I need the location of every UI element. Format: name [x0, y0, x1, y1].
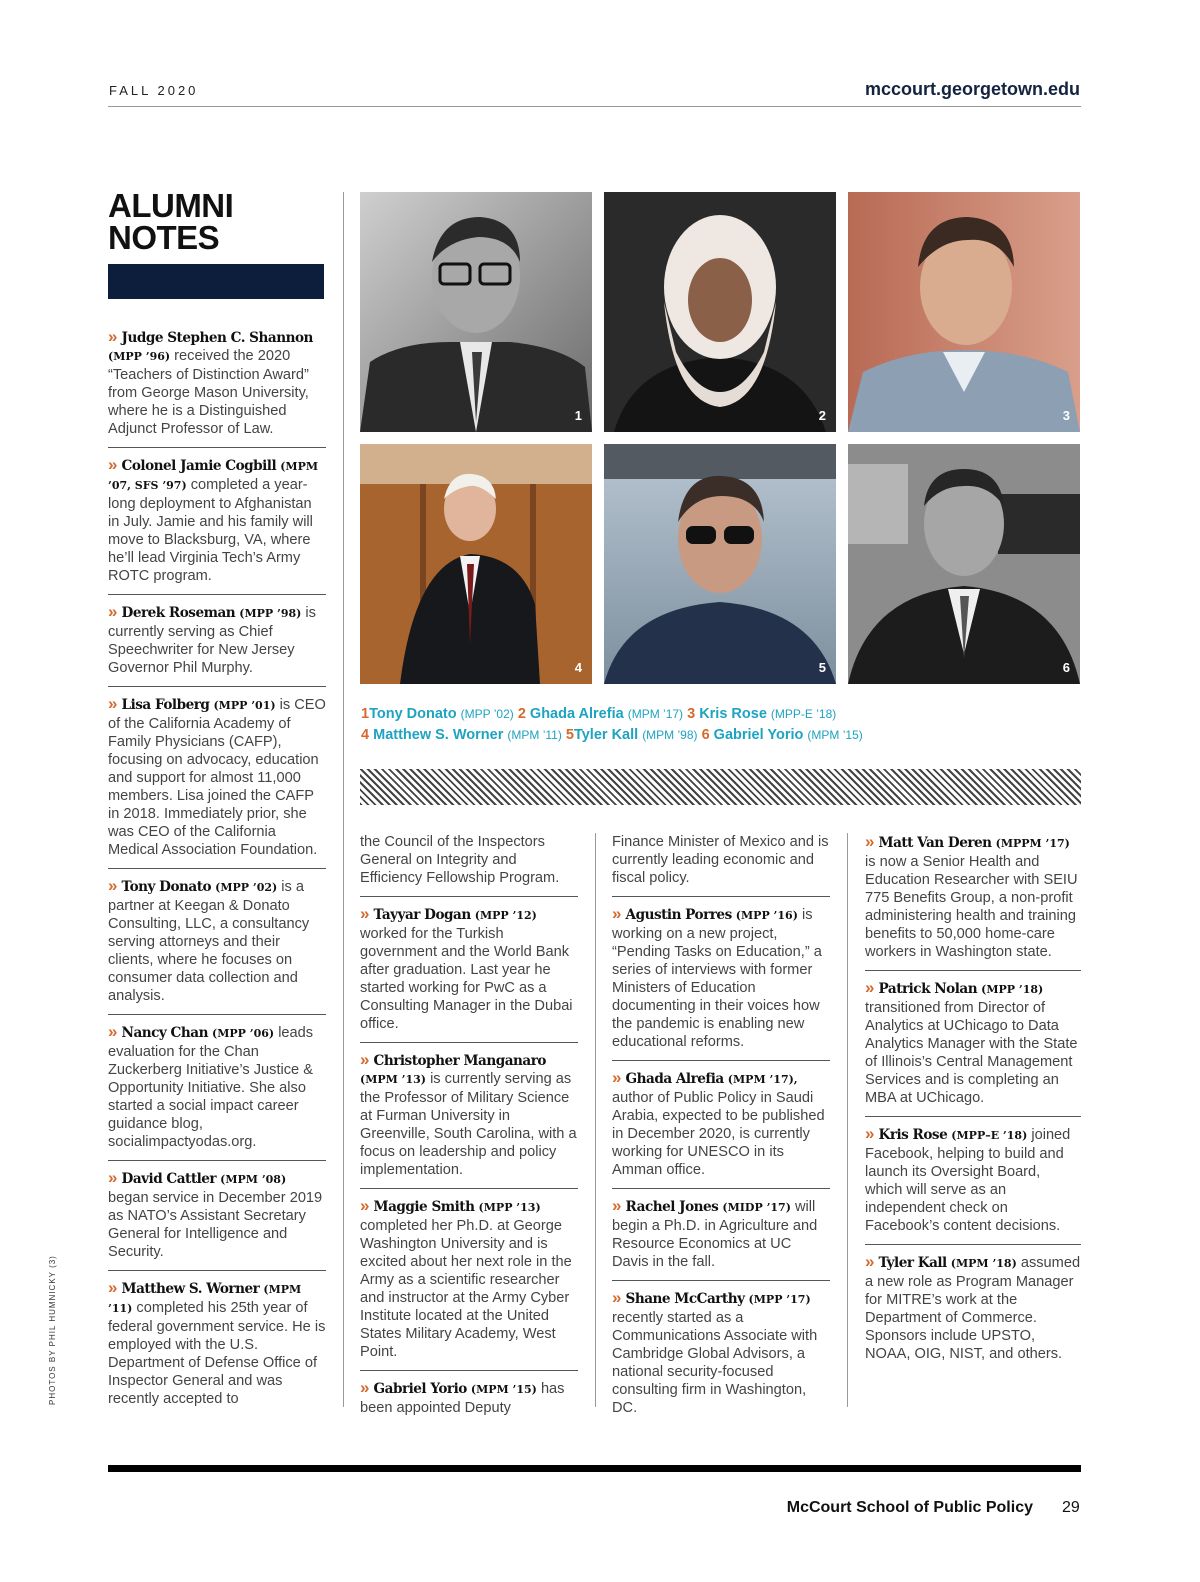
column-divider — [595, 833, 596, 1407]
degree-year: (MPP ’16) — [735, 909, 798, 922]
alumnus-name: Patrick Nolan — [878, 981, 978, 997]
alumni-note — [865, 1125, 1081, 1245]
note-text: Finance Minister of Mexico and is currently leading economic and fiscal policy. — [612, 834, 829, 886]
note-text: transitioned from Director of Analytics at UChicago to Data Analytics Manager with the State of Illinois’s Central Management Services and is completing an MBA at UChicago. — [865, 1000, 1078, 1106]
section-title — [108, 187, 234, 256]
portrait-image — [360, 192, 592, 432]
note-text: worked for the Turkish government and the World Bank after graduation. Last year he started working for PwC as a Consulting Manager in the Dubai office. — [360, 926, 573, 1032]
photo-2 — [604, 192, 836, 432]
alumni-note — [612, 1289, 830, 1426]
alumni-note — [612, 1069, 830, 1189]
alumni-note — [108, 877, 326, 1015]
caption-name: Tyler Kall — [573, 727, 639, 743]
note-text: will begin a Ph.D. in Agriculture and Resource Economics at UC Davis in the fall. — [612, 1199, 818, 1270]
note-text: is working on a new project, “Pending Tasks on Education,” a series of interviews with former Ministers of Education documenting in their voices how the pandemic is enabling new educational reforms. — [612, 907, 822, 1050]
note-text: received the 2020 “Teachers of Distinction Award” from George Mason University, where he is a Distinguished Adjunct Professor of Law. — [108, 348, 309, 437]
degree-year: (MPM ’13) — [360, 1073, 426, 1086]
photo-credit: PHOTOS BY PHIL HUMNICKY (3) — [48, 1255, 57, 1405]
alumnus-name: Ghada Alrefia — [625, 1071, 724, 1087]
note-marker: » — [865, 832, 875, 851]
note-text: assumed a new role as Program Manager for MITRE’s work at the Department of Commerce. Sponsors include UPSTO, NOAA, OIG, NIST, and others. — [865, 1255, 1081, 1362]
note-marker: » — [108, 694, 118, 713]
alumni-note — [360, 1051, 578, 1189]
alumni-note — [612, 905, 830, 1061]
degree-year: (MIDP ’17) — [722, 1201, 791, 1214]
note-text: the Council of the Inspectors General on Integrity and Efficiency Fellowship Program. — [360, 834, 560, 886]
note-text: has been appointed Deputy — [360, 1381, 565, 1416]
alumni-note — [612, 1197, 830, 1281]
footer-rule — [108, 1465, 1081, 1472]
degree-year: (MPP ’18) — [981, 983, 1044, 996]
note-text: recently started as a Communications Associate with Cambridge Global Advisors, a national security-focused consulting firm in Washington, DC. — [612, 1310, 818, 1416]
note-text: is currently serving as the Professor of Military Science at Furman University in Greenville, South Carolina, with a focus on leadership and policy implementation. — [360, 1071, 577, 1178]
caption-degree: (MPP-E ’18) — [770, 707, 837, 721]
note-marker: » — [612, 904, 622, 923]
alumni-note — [360, 905, 578, 1043]
photo-number: 2 — [818, 408, 826, 423]
caption-name: Kris Rose — [699, 706, 767, 722]
alumnus-name: Nancy Chan — [121, 1025, 208, 1041]
note-marker: » — [360, 1050, 370, 1069]
note-marker: » — [612, 1288, 622, 1307]
caption-degree: (MPM ’15) — [807, 728, 863, 742]
note-text: author of Public Policy in Saudi Arabia, expected to be published in December 2020, is currently working for UNESCO in its Amman office. — [612, 1090, 825, 1178]
note-text: completed her Ph.D. at George Washington University and is excited about her next role in the Army as a scientific researcher and instructor at the Army Cyber Institute located at the United States Military Academy, West Point. — [360, 1218, 572, 1360]
note-marker: » — [108, 1278, 118, 1297]
note-text: began service in December 2019 as NATO’s Assistant Secretary General for Intelligence and Security. — [108, 1190, 323, 1260]
note-marker: » — [865, 978, 875, 997]
photo-number: 3 — [1062, 408, 1070, 423]
portrait-image — [604, 192, 836, 432]
alumni-note — [360, 1197, 578, 1371]
photo-3 — [848, 192, 1080, 432]
note-marker: » — [108, 1022, 118, 1041]
caption-name: Ghada Alrefia — [529, 706, 624, 722]
website-link[interactable]: mccourt.georgetown.edu — [864, 79, 1080, 99]
note-marker: » — [612, 1068, 622, 1087]
alumnus-name: Maggie Smith — [373, 1199, 475, 1215]
alumnus-name: Agustin Porres — [625, 907, 732, 923]
portrait-image — [360, 444, 592, 684]
note-marker: » — [108, 1168, 118, 1187]
alumni-note — [108, 1169, 326, 1271]
note-marker: » — [612, 1196, 622, 1215]
alumnus-name: Christopher Manganaro — [373, 1053, 546, 1069]
title-accent-bar — [108, 264, 324, 299]
note-marker: » — [108, 327, 118, 346]
degree-year: (MPM ’11) — [108, 1283, 302, 1315]
section-title-line2: NOTES — [108, 219, 220, 256]
photo-captions — [361, 704, 863, 746]
note-text: is CEO of the California Academy of Family Physicians (CAFP), focusing on advocacy, education and support for almost 11,000 members. Lisa joined the CAFP in 2018. Immediately prior, she was CEO of the California Medical Association Foundation. — [108, 697, 326, 858]
degree-year: (MPP ’02) — [215, 881, 278, 894]
alumni-note — [360, 1379, 578, 1426]
portrait-image — [848, 192, 1080, 432]
alumni-note — [865, 1253, 1081, 1372]
column-divider — [343, 192, 344, 1407]
alumnus-name: Rachel Jones — [625, 1199, 719, 1215]
degree-year: (MPP ’98) — [239, 607, 302, 620]
alumnus-name: Derek Roseman — [121, 605, 236, 621]
note-text: joined Facebook, helping to build and launch its Oversight Board, which will serve as an independent check on Facebook’s content decisions. — [865, 1127, 1071, 1234]
alumnus-name: Gabriel Yorio — [373, 1381, 467, 1397]
caption-number: 2 — [517, 706, 526, 722]
caption-degree: (MPM ’11) — [507, 728, 562, 742]
alumni-note — [360, 833, 578, 897]
degree-year: (MPP–E ’18) — [951, 1129, 1028, 1142]
caption-row — [361, 725, 863, 746]
note-text: is now a Senior Health and Education Researcher with SEIU 775 Benefits Group, a non-profit administering health and training benefits to 50,000 home-care workers in Washington state. — [865, 854, 1078, 960]
photo-6 — [848, 444, 1080, 684]
caption-degree: (MPM ’17) — [627, 707, 684, 721]
alumni-note — [108, 456, 326, 595]
alumni-note — [108, 1279, 326, 1417]
caption-name: Gabriel Yorio — [713, 727, 804, 743]
alumnus-name: Tony Donato — [121, 879, 212, 895]
note-marker: » — [108, 455, 118, 474]
alumni-note — [612, 833, 830, 897]
alumni-note — [108, 695, 326, 869]
alumnus-name: Judge Stephen C. Shannon — [121, 330, 313, 346]
note-text: completed his 25th year of federal government service. He is employed with the U.S. Department of Defense Office of Inspector General and was recently accepted to — [108, 1300, 326, 1407]
hatched-divider — [360, 769, 1081, 805]
alumnus-name: Matthew S. Worner — [121, 1281, 260, 1297]
photo-number: 4 — [574, 660, 582, 675]
degree-year: (MPP ’96) — [108, 350, 171, 363]
alumnus-name: Lisa Folberg — [121, 697, 210, 713]
note-marker: » — [108, 602, 118, 621]
note-marker: » — [360, 1378, 370, 1397]
degree-year: (MPM ’18) — [950, 1257, 1017, 1270]
note-marker: » — [865, 1252, 875, 1271]
caption-number: 1 — [361, 706, 370, 722]
footer-school-name: McCourt School of Public Policy — [786, 1499, 1033, 1516]
alumnus-name: David Cattler — [121, 1171, 217, 1187]
caption-row — [361, 704, 863, 725]
caption-degree: (MPM ’98) — [642, 728, 698, 742]
degree-year: (MPM ’17), — [727, 1073, 798, 1086]
degree-year: (MPM ’07, SFS ’97) — [108, 460, 319, 492]
caption-number: 6 — [701, 727, 710, 743]
caption-name: Matthew S. Worner — [373, 727, 504, 743]
alumnus-name: Shane McCarthy — [625, 1291, 745, 1307]
note-marker: » — [360, 1196, 370, 1215]
alumnus-name: Colonel Jamie Cogbill — [121, 458, 277, 474]
degree-year: (MPP ’06) — [212, 1027, 275, 1040]
note-marker: » — [360, 904, 370, 923]
alumnus-name: Tayyar Dogan — [373, 907, 471, 923]
caption-number: 5 — [565, 727, 574, 743]
note-text: completed a year-long deployment to Afghanistan in July. Jamie and his family will move to Blacksburg, VA, where he’ll lead Virginia Tech’s Army ROTC program. — [108, 477, 313, 584]
photo-number: 1 — [574, 408, 582, 423]
alumni-note — [108, 603, 326, 687]
note-text: is currently serving as Chief Speechwriter for New Jersey Governor Phil Murphy. — [108, 605, 316, 676]
alumnus-name: Kris Rose — [878, 1127, 948, 1143]
alumni-note — [865, 833, 1081, 971]
alumni-note — [865, 979, 1081, 1117]
section-title-line1: ALUMNI — [108, 187, 234, 224]
note-marker: » — [865, 1124, 875, 1143]
caption-degree: (MPP ’02) — [460, 707, 514, 721]
caption-name: Tony Donato — [369, 706, 457, 722]
degree-year: (MPM ’08) — [220, 1173, 287, 1186]
page-number: 29 — [1062, 1499, 1080, 1516]
issue-label: FALL 2020 — [109, 83, 199, 98]
column-divider — [847, 833, 848, 1407]
degree-year: (MPP ’01) — [213, 699, 276, 712]
portrait-image — [604, 444, 836, 684]
degree-year: (MPP ’17) — [748, 1293, 811, 1306]
photo-1 — [360, 192, 592, 432]
note-marker: » — [108, 876, 118, 895]
photo-number: 5 — [818, 660, 826, 675]
degree-year: (MPP ’13) — [478, 1201, 541, 1214]
header-rule — [108, 106, 1081, 107]
alumnus-name: Matt Van Deren — [878, 835, 992, 851]
photo-5 — [604, 444, 836, 684]
caption-number: 3 — [687, 706, 696, 722]
note-text: is a partner at Keegan & Donato Consulting, LLC, a consultancy serving attorneys and their clients, where he focuses on consumer data collection and analysis. — [108, 879, 310, 1004]
degree-year: (MPPM ’17) — [995, 837, 1070, 850]
photo-number: 6 — [1062, 660, 1070, 675]
note-text: leads evaluation for the Chan Zuckerberg Initiative’s Justice & Opportunity Initiative. She also started a social impact career guidance blog, socialimpactyodas.org. — [108, 1025, 314, 1150]
degree-year: (MPM ’15) — [470, 1383, 537, 1396]
alumni-note — [108, 328, 326, 448]
alumnus-name: Tyler Kall — [878, 1255, 947, 1271]
caption-number: 4 — [361, 727, 370, 743]
alumni-note — [108, 1023, 326, 1161]
photo-4 — [360, 444, 592, 684]
degree-year: (MPP ’12) — [474, 909, 537, 922]
portrait-image — [848, 444, 1080, 684]
